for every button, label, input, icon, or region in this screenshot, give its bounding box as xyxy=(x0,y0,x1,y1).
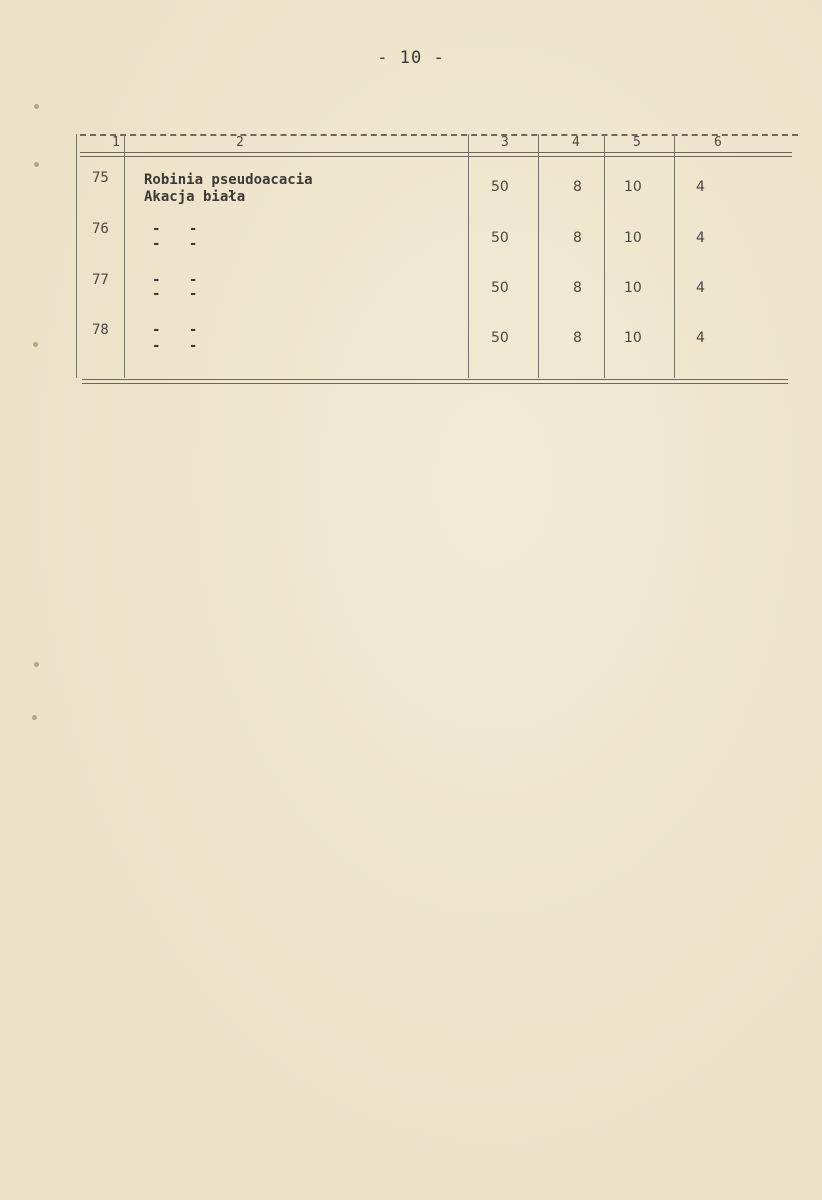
row-number: 77 xyxy=(92,272,109,288)
ditto-mark: - - xyxy=(152,221,208,237)
binder-hole xyxy=(34,162,39,167)
cell-col5: 10 xyxy=(624,280,642,296)
column-divider xyxy=(674,134,675,378)
ditto-mark: - - xyxy=(152,322,208,338)
column-divider xyxy=(538,134,539,378)
column-divider xyxy=(124,134,125,378)
cell-col6: 4 xyxy=(696,280,705,296)
cell-col5: 10 xyxy=(624,230,642,246)
cell-col3: 50 xyxy=(491,280,509,296)
column-header-1: 1 xyxy=(112,135,120,150)
binder-hole xyxy=(32,715,37,720)
cell-col4: 8 xyxy=(573,230,582,246)
cell-col3: 50 xyxy=(491,330,509,346)
table-bottom-border xyxy=(82,379,788,384)
species-table xyxy=(76,134,798,384)
page-number: - 10 - xyxy=(377,48,445,68)
cell-col6: 4 xyxy=(696,179,705,195)
cell-col4: 8 xyxy=(573,179,582,195)
cell-col6: 4 xyxy=(696,330,705,346)
column-divider xyxy=(76,134,77,378)
binder-hole xyxy=(34,662,39,667)
column-divider xyxy=(468,134,469,378)
species-name-latin: Robinia pseudoacacia xyxy=(144,172,313,188)
species-name-polish: Akacja biała xyxy=(144,189,246,205)
row-number: 76 xyxy=(92,221,109,237)
ditto-mark: - - xyxy=(152,338,208,354)
header-separator xyxy=(80,152,792,157)
column-header-4: 4 xyxy=(572,135,580,150)
binder-hole xyxy=(33,342,38,347)
column-divider xyxy=(604,134,605,378)
cell-col5: 10 xyxy=(624,179,642,195)
cell-col3: 50 xyxy=(491,179,509,195)
column-header-3: 3 xyxy=(501,135,509,150)
column-header-5: 5 xyxy=(633,135,641,150)
cell-col4: 8 xyxy=(573,280,582,296)
cell-col3: 50 xyxy=(491,230,509,246)
column-header-2: 2 xyxy=(236,135,244,150)
table-top-border xyxy=(80,134,798,136)
cell-col5: 10 xyxy=(624,330,642,346)
row-number: 78 xyxy=(92,322,109,338)
row-number: 75 xyxy=(92,170,109,186)
cell-col6: 4 xyxy=(696,230,705,246)
ditto-mark: - - xyxy=(152,236,208,252)
cell-col4: 8 xyxy=(573,330,582,346)
column-header-6: 6 xyxy=(714,135,722,150)
ditto-mark: - - xyxy=(152,286,208,302)
ditto-mark: - - xyxy=(152,272,208,288)
binder-hole xyxy=(34,104,39,109)
